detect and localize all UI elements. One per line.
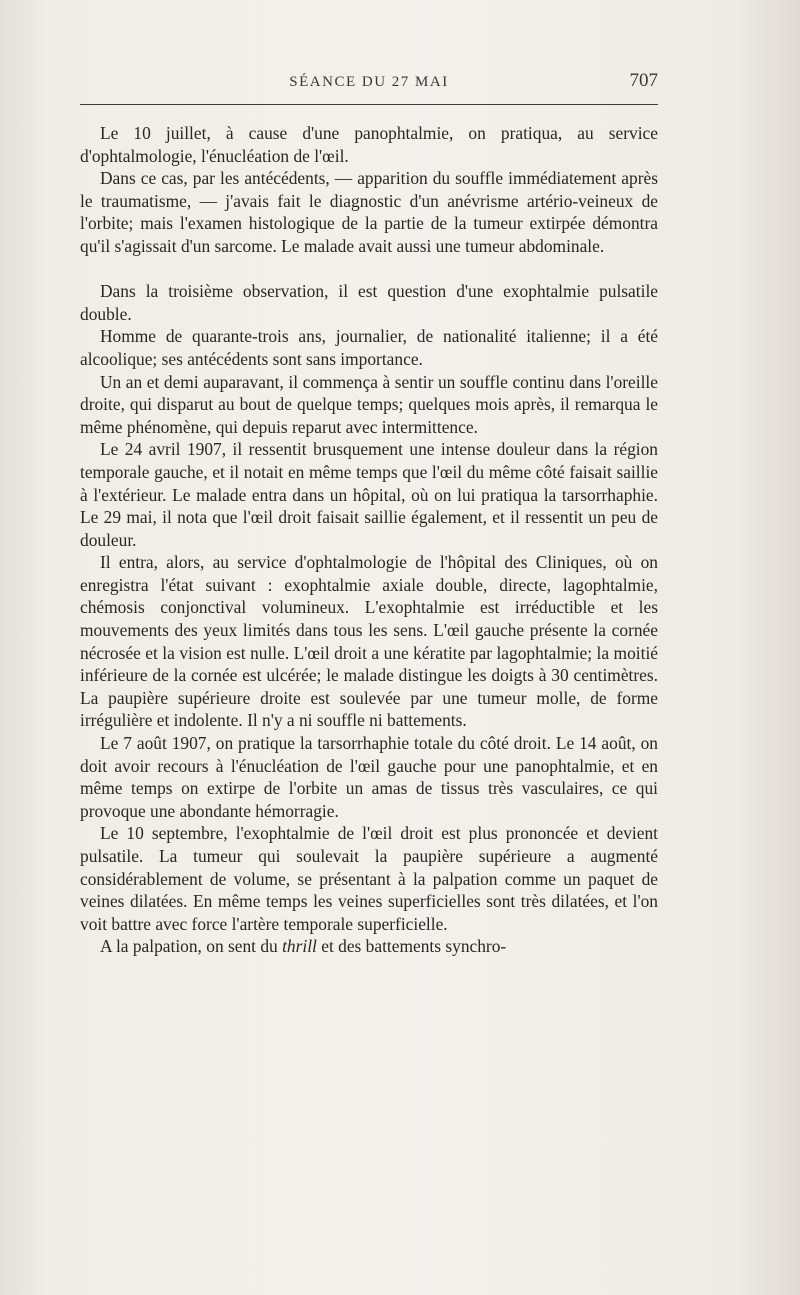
page-number: 707 [629,70,658,91]
paragraph: Un an et demi auparavant, il commença à sentir un souffle continu dans l'oreille droite, qui disparut au bout de quelque temps; quelques mois après, il remarqua le même phénomène, qui depuis reparut avec intermittence. [80,371,658,437]
page-header [80,70,658,98]
paragraph: Dans la troisième observation, il est question d'une exophtalmie pulsatile double. [80,281,658,324]
paragraph-last [80,935,658,958]
paragraph: Il entra, alors, au service d'ophtalmologie de l'hôpital des Cliniques, où on enregistra l'état suivant : exophtalmie axiale double, directe, lagophtalmie, chémosis conjonctival volumineux. L'exophtalmie est irréductible et les mouvements des yeux limités dans tous les sens. L'œil gauche présente la cornée nécrosée et la vision est nulle. L'œil droit a une kératite par lagophtalmie; la moitié inférieure de la cornée est ulcérée; le malade distingue les doigts à 30 centimètres. La paupière supérieure droite est soulevée par une tumeur molle, de forme irrégulière et indolente. Il n'y a ni souffle ni battements. [80,552,658,731]
paragraph: Homme de quarante-trois ans, journalier, de nationalité italienne; il a été alcoolique; ses antécédents sont sans importance. [80,326,658,369]
paragraph: Le 7 août 1907, on pratique la tarsorrhaphie totale du côté droit. Le 14 août, on doit avoir recours à l'énucléation de l'œil gauche pour une panophtalmie, et en même temps on extirpe de l'orbite un amas de tissus très vasculaires, ce qui provoque une abondante hémorragie. [80,733,658,821]
paragraph: Le 24 avril 1907, il ressentit brusquement une intense douleur dans la région temporale gauche, et il notait en même temps que l'œil du même côté faisait saillie à l'extérieur. Le malade entra dans un hôpital, où on lui pratiqua la tarsorrhaphie. Le 29 mai, il nota que l'œil droit faisait saillie également, et il ressentit un peu de douleur. [80,439,658,550]
body-text [80,122,658,958]
header-rule [80,104,658,105]
paragraph: Le 10 septembre, l'exophtalmie de l'œil droit est plus prononcée et devient pulsatile. La tumeur qui soulevait la paupière supérieure a augmenté considérablement de volume, se présentant à la palpation comme un paquet de veines dilatées. En même temps les veines superficielles sont très dilatées, et l'on voit battre avec force l'artère temporale superficielle. [80,823,658,934]
paragraph-text: et des battements synchro- [316,936,507,957]
running-title: SÉANCE DU 27 MAI [289,74,449,90]
paragraph-text: A la palpation, on sent du [100,936,283,957]
paragraph: Le 10 juillet, à cause d'une panophtalmie, on pratiqua, au service d'ophtalmologie, l'énucléation de l'œil. [80,123,658,166]
paragraph: Dans ce cas, par les antécédents, — apparition du souffle immédiatement après le traumatisme, — j'avais fait le diagnostic d'un anévrisme artério-veineux de l'orbite; mais l'examen histologique de la partie de la tumeur extirpée démontra qu'il s'agissait d'un sarcome. Le malade avait aussi une tumeur abdominale. [80,168,658,256]
italic-term: thrill [282,936,317,957]
